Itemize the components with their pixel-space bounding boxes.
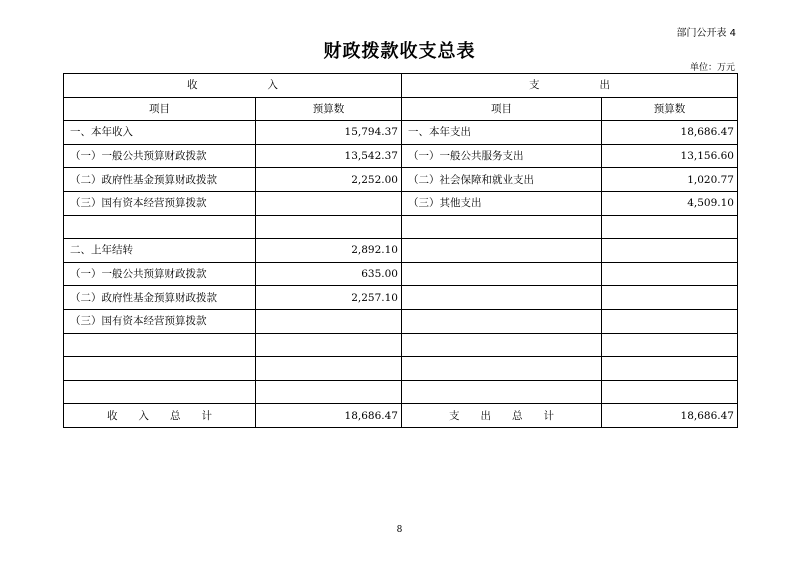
table-row (64, 380, 738, 404)
expense-value-cell (602, 239, 738, 263)
income-item-cell (64, 357, 256, 381)
table-row (64, 333, 738, 357)
income-value-cell: 15,794.37 (256, 121, 402, 145)
expense-value-cell: 1,020.77 (602, 168, 738, 192)
section-header-row (64, 74, 738, 98)
income-item-cell: （二）政府性基金预算财政拨款 (64, 168, 256, 192)
income-item-header: 项目 (64, 97, 256, 121)
expense-item-cell (402, 239, 602, 263)
table-row (64, 144, 738, 168)
income-value-cell (256, 357, 402, 381)
table-row (64, 262, 738, 286)
table-row (64, 215, 738, 239)
expense-budget-header: 预算数 (602, 97, 738, 121)
expense-item-cell (402, 380, 602, 404)
income-budget-header: 预算数 (256, 97, 402, 121)
income-item-cell: （三）国有资本经营预算拨款 (64, 191, 256, 215)
expense-item-cell (402, 262, 602, 286)
page-title: 财政拨款收支总表 (323, 41, 476, 62)
expense-total-label: 支 出 总 计 (402, 404, 602, 428)
table-row (64, 191, 738, 215)
table-row (64, 286, 738, 310)
table-row (64, 309, 738, 333)
income-value-cell (256, 191, 402, 215)
form-number: 部门公开表 4 (676, 28, 736, 39)
income-section-header (64, 74, 402, 98)
income-value-cell: 13,542.37 (256, 144, 402, 168)
income-value-cell: 2,252.00 (256, 168, 402, 192)
expense-item-cell (402, 333, 602, 357)
table-row (64, 239, 738, 263)
income-value-cell: 635.00 (256, 262, 402, 286)
income-total-label: 收 入 总 计 (64, 404, 256, 428)
income-value-cell (256, 333, 402, 357)
expense-value-cell: 18,686.47 (602, 121, 738, 145)
income-item-cell: （一）一般公共预算财政拨款 (64, 144, 256, 168)
income-total-value: 18,686.47 (256, 404, 402, 428)
expense-item-cell (402, 309, 602, 333)
expense-item-cell: （三）其他支出 (402, 191, 602, 215)
income-item-cell: （三）国有资本经营预算拨款 (64, 309, 256, 333)
income-item-cell: （二）政府性基金预算财政拨款 (64, 286, 256, 310)
income-item-cell (64, 380, 256, 404)
income-value-cell (256, 309, 402, 333)
table-row (64, 168, 738, 192)
total-row (64, 404, 738, 428)
expense-header-char2: 出 (599, 79, 610, 92)
income-header-char2: 入 (267, 79, 278, 92)
income-value-cell: 2,892.10 (256, 239, 402, 263)
expense-value-cell (602, 286, 738, 310)
income-value-cell: 2,257.10 (256, 286, 402, 310)
income-item-cell (64, 333, 256, 357)
expense-value-cell (602, 309, 738, 333)
expense-item-cell: （一）一般公共服务支出 (402, 144, 602, 168)
expense-item-cell: 一、本年支出 (402, 121, 602, 145)
income-item-cell: 二、上年结转 (64, 239, 256, 263)
expense-item-cell (402, 357, 602, 381)
expense-header-char1: 支 (529, 79, 540, 92)
expense-value-cell (602, 357, 738, 381)
expense-value-cell (602, 215, 738, 239)
expense-value-cell: 13,156.60 (602, 144, 738, 168)
expense-value-cell: 4,509.10 (602, 191, 738, 215)
income-header-char1: 收 (187, 79, 198, 92)
expense-item-cell: （二）社会保障和就业支出 (402, 168, 602, 192)
expense-item-cell (402, 286, 602, 310)
expense-total-value: 18,686.47 (602, 404, 738, 428)
budget-table (63, 73, 738, 428)
expense-section-header (402, 74, 738, 98)
income-value-cell (256, 380, 402, 404)
income-item-cell: （一）一般公共预算财政拨款 (64, 262, 256, 286)
expense-value-cell (602, 262, 738, 286)
table-row (64, 121, 738, 145)
expense-value-cell (602, 333, 738, 357)
unit-label: 单位：万元 (689, 63, 735, 73)
income-item-cell (64, 215, 256, 239)
column-header-row (64, 97, 738, 121)
page-number: 8 (396, 525, 403, 535)
income-value-cell (256, 215, 402, 239)
expense-item-header: 项目 (402, 97, 602, 121)
income-item-cell: 一、本年收入 (64, 121, 256, 145)
expense-item-cell (402, 215, 602, 239)
table-row (64, 357, 738, 381)
expense-value-cell (602, 380, 738, 404)
